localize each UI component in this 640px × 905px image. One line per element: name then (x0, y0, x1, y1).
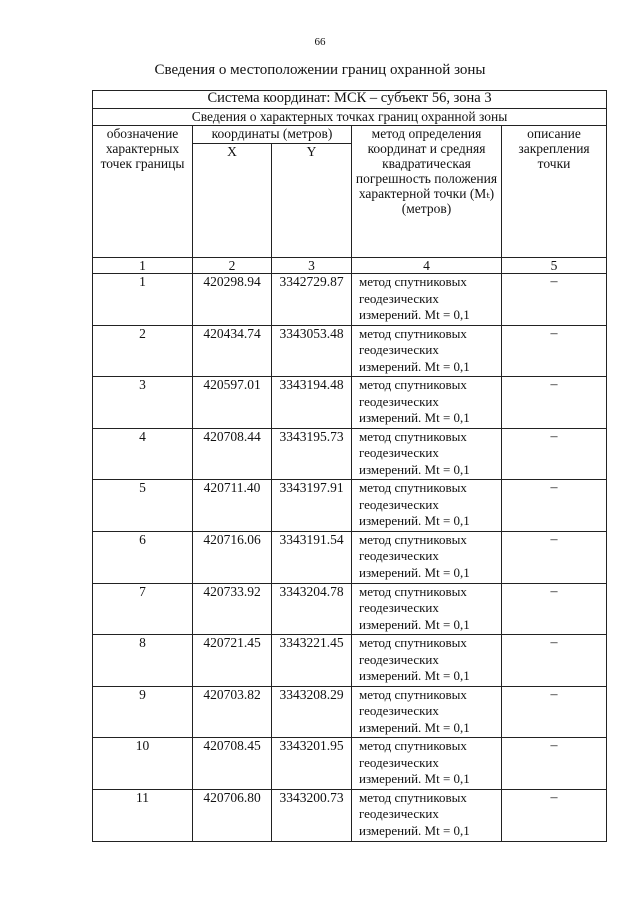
section-title-row (93, 109, 607, 126)
table-row (93, 428, 607, 480)
column-number: 2 (193, 258, 272, 274)
x-coordinate-cell: 420721.45 (193, 635, 272, 687)
y-coordinate-header: Y (272, 144, 352, 258)
point-number-cell: 4 (93, 428, 193, 480)
table-row (93, 325, 607, 377)
method-cell: метод спутниковых геодезических измерений. Mt = 0,1 (352, 325, 502, 377)
description-cell: – (502, 635, 607, 687)
table-row (93, 377, 607, 429)
method-cell: метод спутниковых геодезических измерений. Mt = 0,1 (352, 635, 502, 687)
table-row (93, 531, 607, 583)
description-cell: – (502, 789, 607, 841)
y-coordinate-cell: 3343053.48 (272, 325, 352, 377)
method-cell: метод спутниковых геодезических измерений. Mt = 0,1 (352, 428, 502, 480)
boundary-points-table (92, 90, 607, 842)
x-coordinate-cell: 420434.74 (193, 325, 272, 377)
table-row (93, 635, 607, 687)
description-cell: – (502, 531, 607, 583)
x-coordinate-cell: 420597.01 (193, 377, 272, 429)
y-coordinate-cell: 3343195.73 (272, 428, 352, 480)
column-numbers-row (93, 258, 607, 274)
header-row (93, 126, 607, 144)
coordinate-system-label: Система координат: МСК – субъект 56, зона 3 (93, 91, 607, 109)
description-cell: – (502, 686, 607, 738)
x-coordinate-cell: 420716.06 (193, 531, 272, 583)
table-row (93, 686, 607, 738)
column-number: 1 (93, 258, 193, 274)
method-cell: метод спутниковых геодезических измерений. Mt = 0,1 (352, 738, 502, 790)
table-row (93, 583, 607, 635)
table-row (93, 274, 607, 326)
section-title-label: Сведения о характерных точках границ охранной зоны (93, 109, 607, 126)
point-number-cell: 6 (93, 531, 193, 583)
x-coordinate-cell: 420733.92 (193, 583, 272, 635)
method-cell: метод спутниковых геодезических измерений. Mt = 0,1 (352, 480, 502, 532)
point-number-cell: 10 (93, 738, 193, 790)
x-coordinate-cell: 420708.45 (193, 738, 272, 790)
method-cell: метод спутниковых геодезических измерений. Mt = 0,1 (352, 274, 502, 326)
coordinates-header: координаты (метров) (193, 126, 352, 144)
point-number-cell: 8 (93, 635, 193, 687)
point-number-cell: 3 (93, 377, 193, 429)
y-coordinate-cell: 3343201.95 (272, 738, 352, 790)
point-number-cell: 5 (93, 480, 193, 532)
table-row (93, 738, 607, 790)
x-coordinate-header: X (193, 144, 272, 258)
y-coordinate-cell: 3343191.54 (272, 531, 352, 583)
method-header: метод определения координат и средняя квадратическая погрешность положения характерной точки (Mₜ) (метров) (352, 126, 502, 258)
page-number: 66 (314, 36, 326, 48)
table-row (93, 789, 607, 841)
x-coordinate-cell: 420706.80 (193, 789, 272, 841)
column-number: 3 (272, 258, 352, 274)
method-cell: метод спутниковых геодезических измерений. Mt = 0,1 (352, 531, 502, 583)
x-coordinate-cell: 420711.40 (193, 480, 272, 532)
y-coordinate-cell: 3343208.29 (272, 686, 352, 738)
point-number-cell: 1 (93, 274, 193, 326)
column-number: 4 (352, 258, 502, 274)
method-cell: метод спутниковых геодезических измерений. Mt = 0,1 (352, 686, 502, 738)
y-coordinate-cell: 3343194.48 (272, 377, 352, 429)
y-coordinate-cell: 3343200.73 (272, 789, 352, 841)
point-number-cell: 2 (93, 325, 193, 377)
y-coordinate-cell: 3343204.78 (272, 583, 352, 635)
description-header: описание закрепления точки (502, 126, 607, 258)
description-cell: – (502, 428, 607, 480)
x-coordinate-cell: 420298.94 (193, 274, 272, 326)
description-cell: – (502, 325, 607, 377)
point-designation-header: обозначение характерных точек границы (93, 126, 193, 258)
y-coordinate-cell: 3343197.91 (272, 480, 352, 532)
point-number-cell: 7 (93, 583, 193, 635)
y-coordinate-cell: 3343221.45 (272, 635, 352, 687)
description-cell: – (502, 480, 607, 532)
point-number-cell: 11 (93, 789, 193, 841)
coordinate-system-row (93, 91, 607, 109)
table-row (93, 480, 607, 532)
method-cell: метод спутниковых геодезических измерений. Mt = 0,1 (352, 377, 502, 429)
method-cell: метод спутниковых геодезических измерений. Mt = 0,1 (352, 583, 502, 635)
description-cell: – (502, 738, 607, 790)
description-cell: – (502, 274, 607, 326)
column-number: 5 (502, 258, 607, 274)
document-title: Сведения о местоположении границ охранной зоны (154, 62, 486, 78)
description-cell: – (502, 377, 607, 429)
x-coordinate-cell: 420708.44 (193, 428, 272, 480)
y-coordinate-cell: 3342729.87 (272, 274, 352, 326)
description-cell: – (502, 583, 607, 635)
method-cell: метод спутниковых геодезических измерений. Mt = 0,1 (352, 789, 502, 841)
x-coordinate-cell: 420703.82 (193, 686, 272, 738)
point-number-cell: 9 (93, 686, 193, 738)
